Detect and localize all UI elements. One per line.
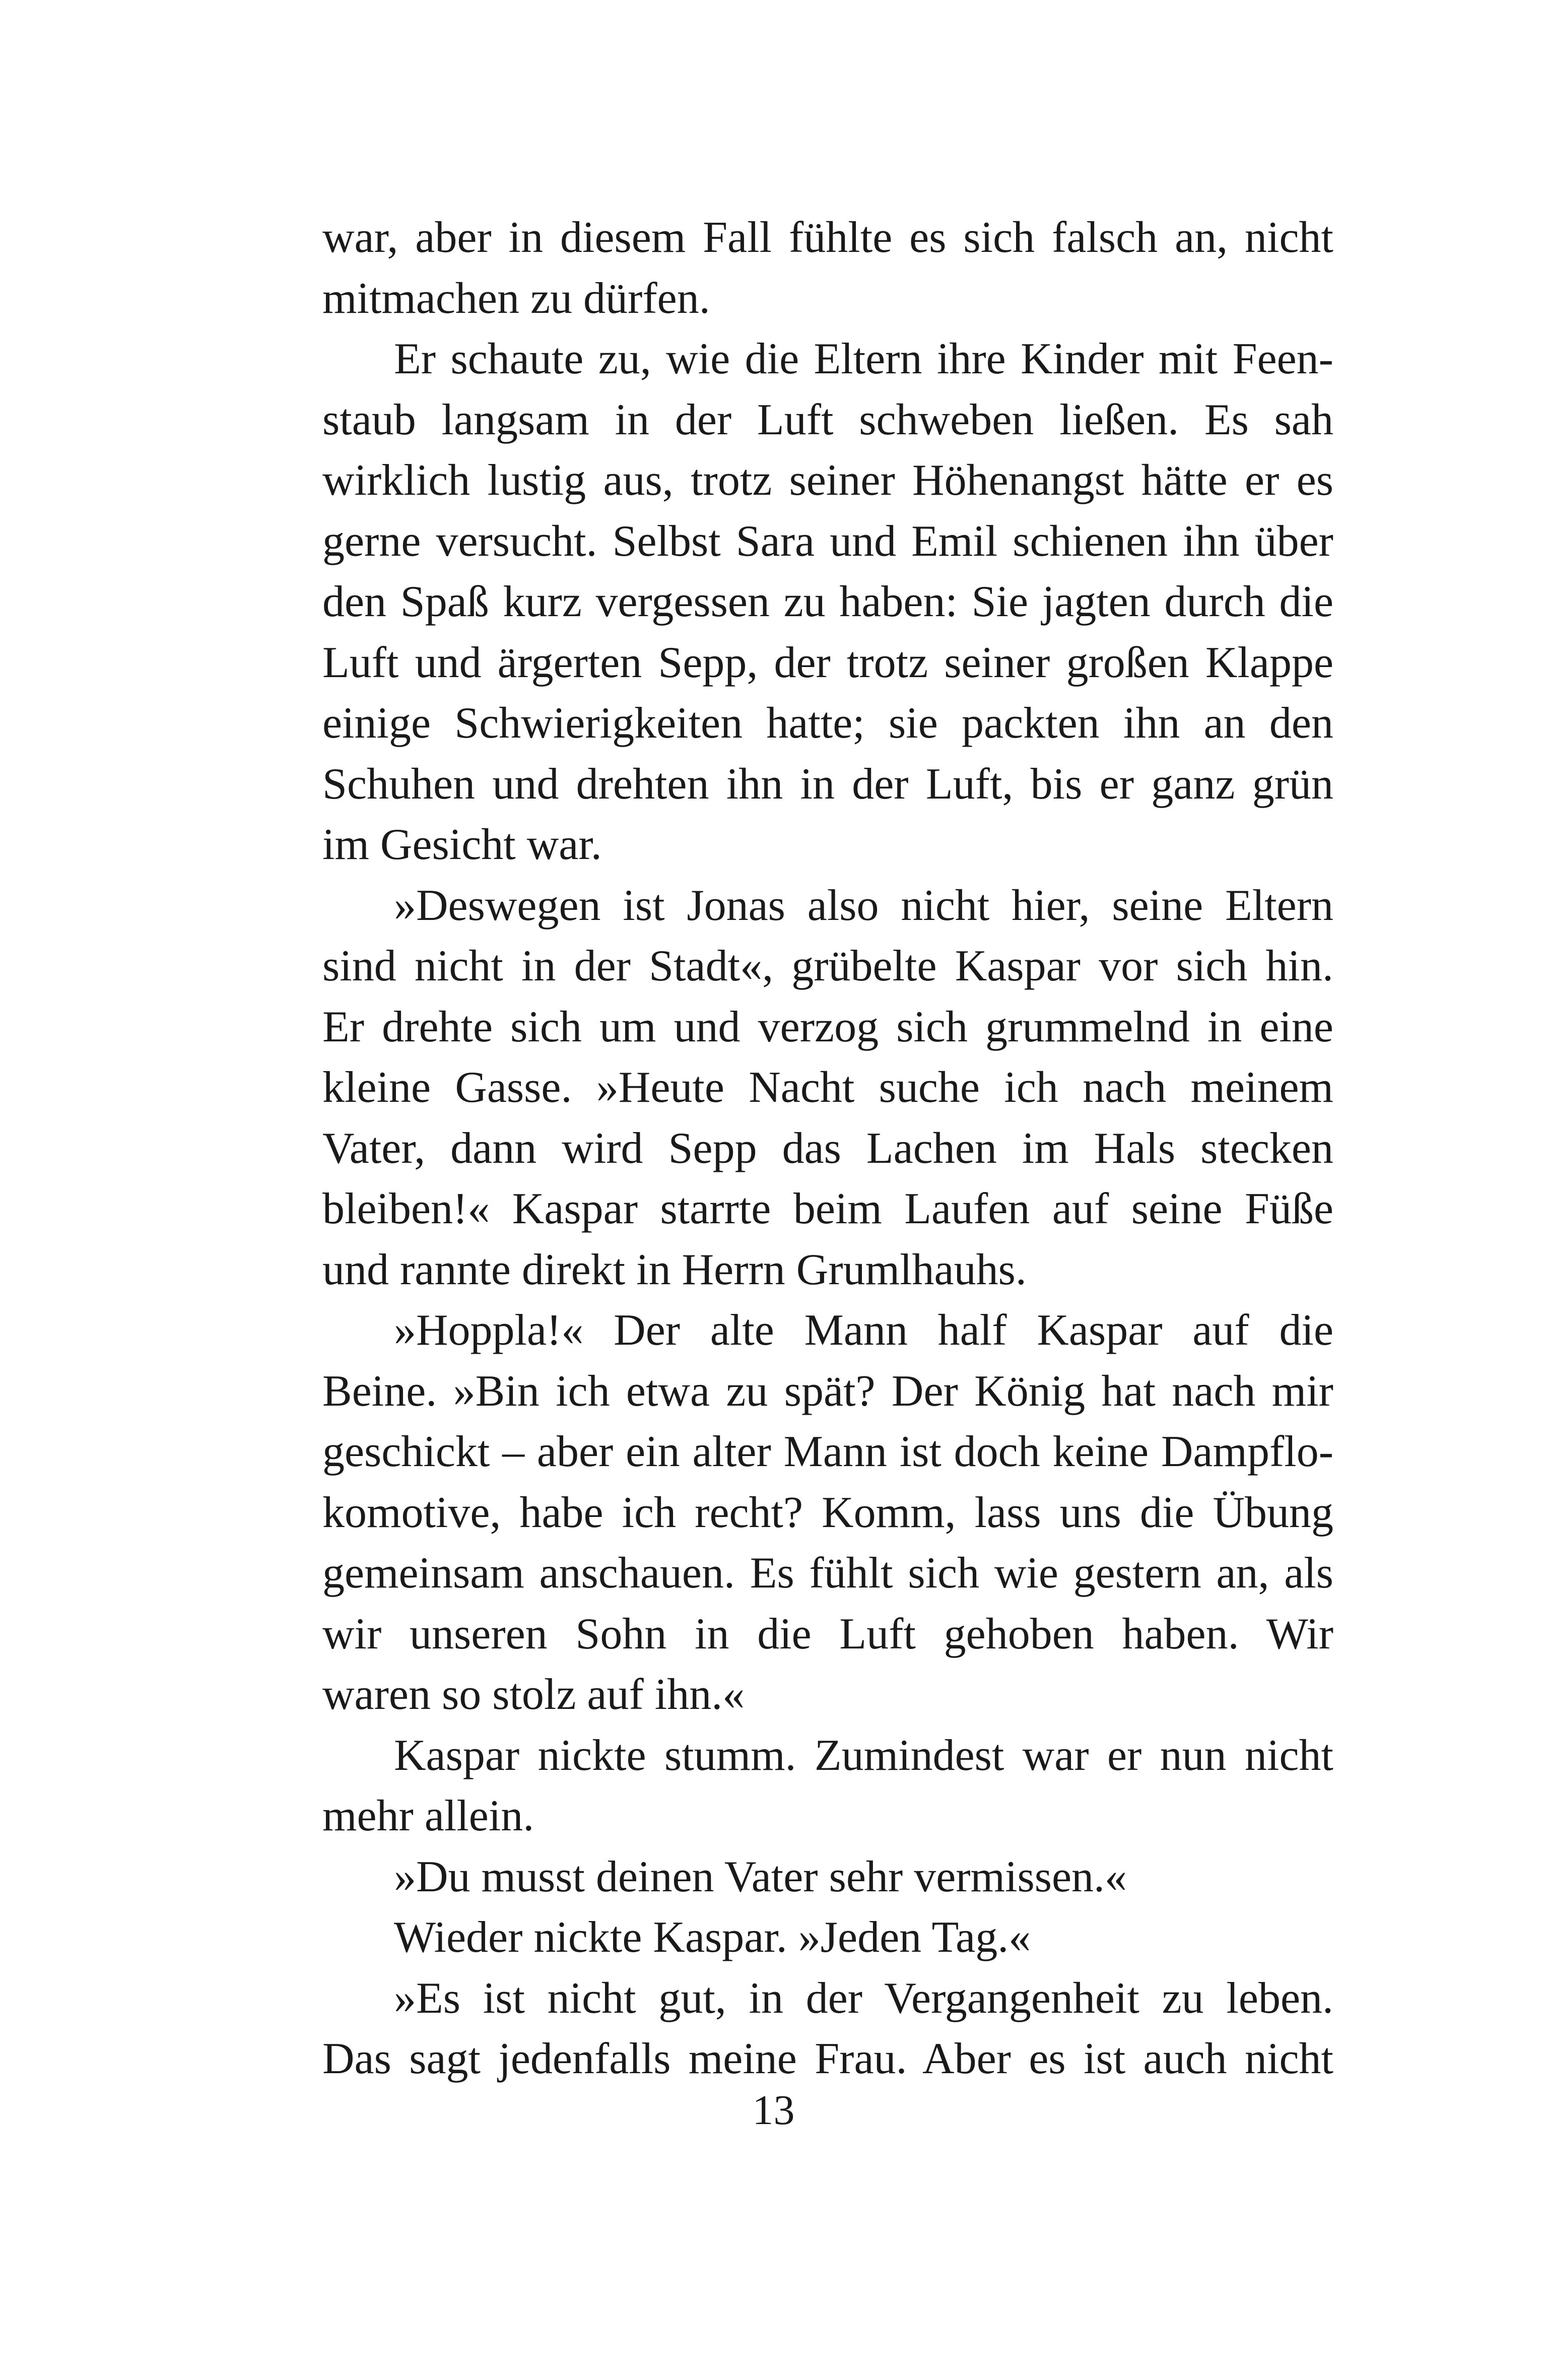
text-line: Schuhen und drehten ihn in der Luft, bis er ganz grün (322, 759, 1333, 809)
text-line: staub langsam in der Luft schweben ließen. Es sah (322, 395, 1333, 444)
text-line: und rannte direkt in Herrn Grumlhauhs. (322, 1245, 1027, 1294)
text-line: Das sagt jedenfalls meine Frau. Aber es ist auch nicht (322, 2034, 1333, 2083)
text-line: waren so stolz auf ihn.« (322, 1670, 745, 1719)
text-line: »Hoppla!« Der alte Mann half Kaspar auf die (394, 1306, 1333, 1355)
page-number: 13 (752, 2087, 795, 2134)
text-line: war, aber in diesem Fall fühlte es sich falsch an, nicht (322, 213, 1333, 262)
text-line: gemeinsam anschauen. Es fühlt sich wie gestern an, als (322, 1549, 1333, 1598)
text-line: Vater, dann wird Sepp das Lachen im Hals stecken (322, 1123, 1333, 1173)
text-line: Luft und ärgerten Sepp, der trotz seiner großen Klappe (322, 638, 1333, 687)
text-line: mehr allein. (322, 1792, 534, 1840)
text-line: wir unseren Sohn in die Luft gehoben haben. Wir (322, 1609, 1333, 1659)
text-line: kleine Gasse. »Heute Nacht suche ich nach meinem (322, 1063, 1333, 1112)
text-line: bleiben!« Kaspar starrte beim Laufen auf seine Füße (322, 1184, 1333, 1233)
text-line: komotive, habe ich recht? Komm, lass uns die Übung (322, 1488, 1333, 1537)
text-line: Kaspar nickte stumm. Zumindest war er nun nicht (394, 1731, 1333, 1780)
text-line: im Gesicht war. (322, 820, 602, 869)
text-line: den Spaß kurz vergessen zu haben: Sie jagten durch die (322, 577, 1333, 626)
text-line: »Es ist nicht gut, in der Vergangenheit zu leben. (394, 1973, 1333, 2023)
text-line: wirklich lustig aus, trotz seiner Höhenangst hätte er es (322, 456, 1333, 505)
text-line: »Deswegen ist Jonas also nicht hier, seine Eltern (394, 881, 1333, 930)
text-line: »Du musst deinen Vater sehr vermissen.« (394, 1852, 1127, 1901)
text-line: mitmachen zu dürfen. (322, 274, 710, 323)
text-line: geschickt – aber ein alter Mann ist doch keine Dampflo- (322, 1427, 1333, 1476)
text-line: Er schaute zu, wie die Eltern ihre Kinder mit Feen- (394, 335, 1333, 383)
text-line: gerne versucht. Selbst Sara und Emil schienen ihn über (322, 516, 1333, 566)
text-line: sind nicht in der Stadt«, grübelte Kaspar vor sich hin. (322, 942, 1333, 990)
text-line: einige Schwierigkeiten hatte; sie packten ihn an den (322, 699, 1333, 748)
body-text (322, 208, 1333, 2090)
text-line: Wieder nickte Kaspar. »Jeden Tag.« (394, 1913, 1031, 1962)
text-line: Beine. »Bin ich etwa zu spät? Der König hat nach mir (322, 1366, 1333, 1416)
text-line: Er drehte sich um und verzog sich grummelnd in eine (322, 1002, 1333, 1051)
